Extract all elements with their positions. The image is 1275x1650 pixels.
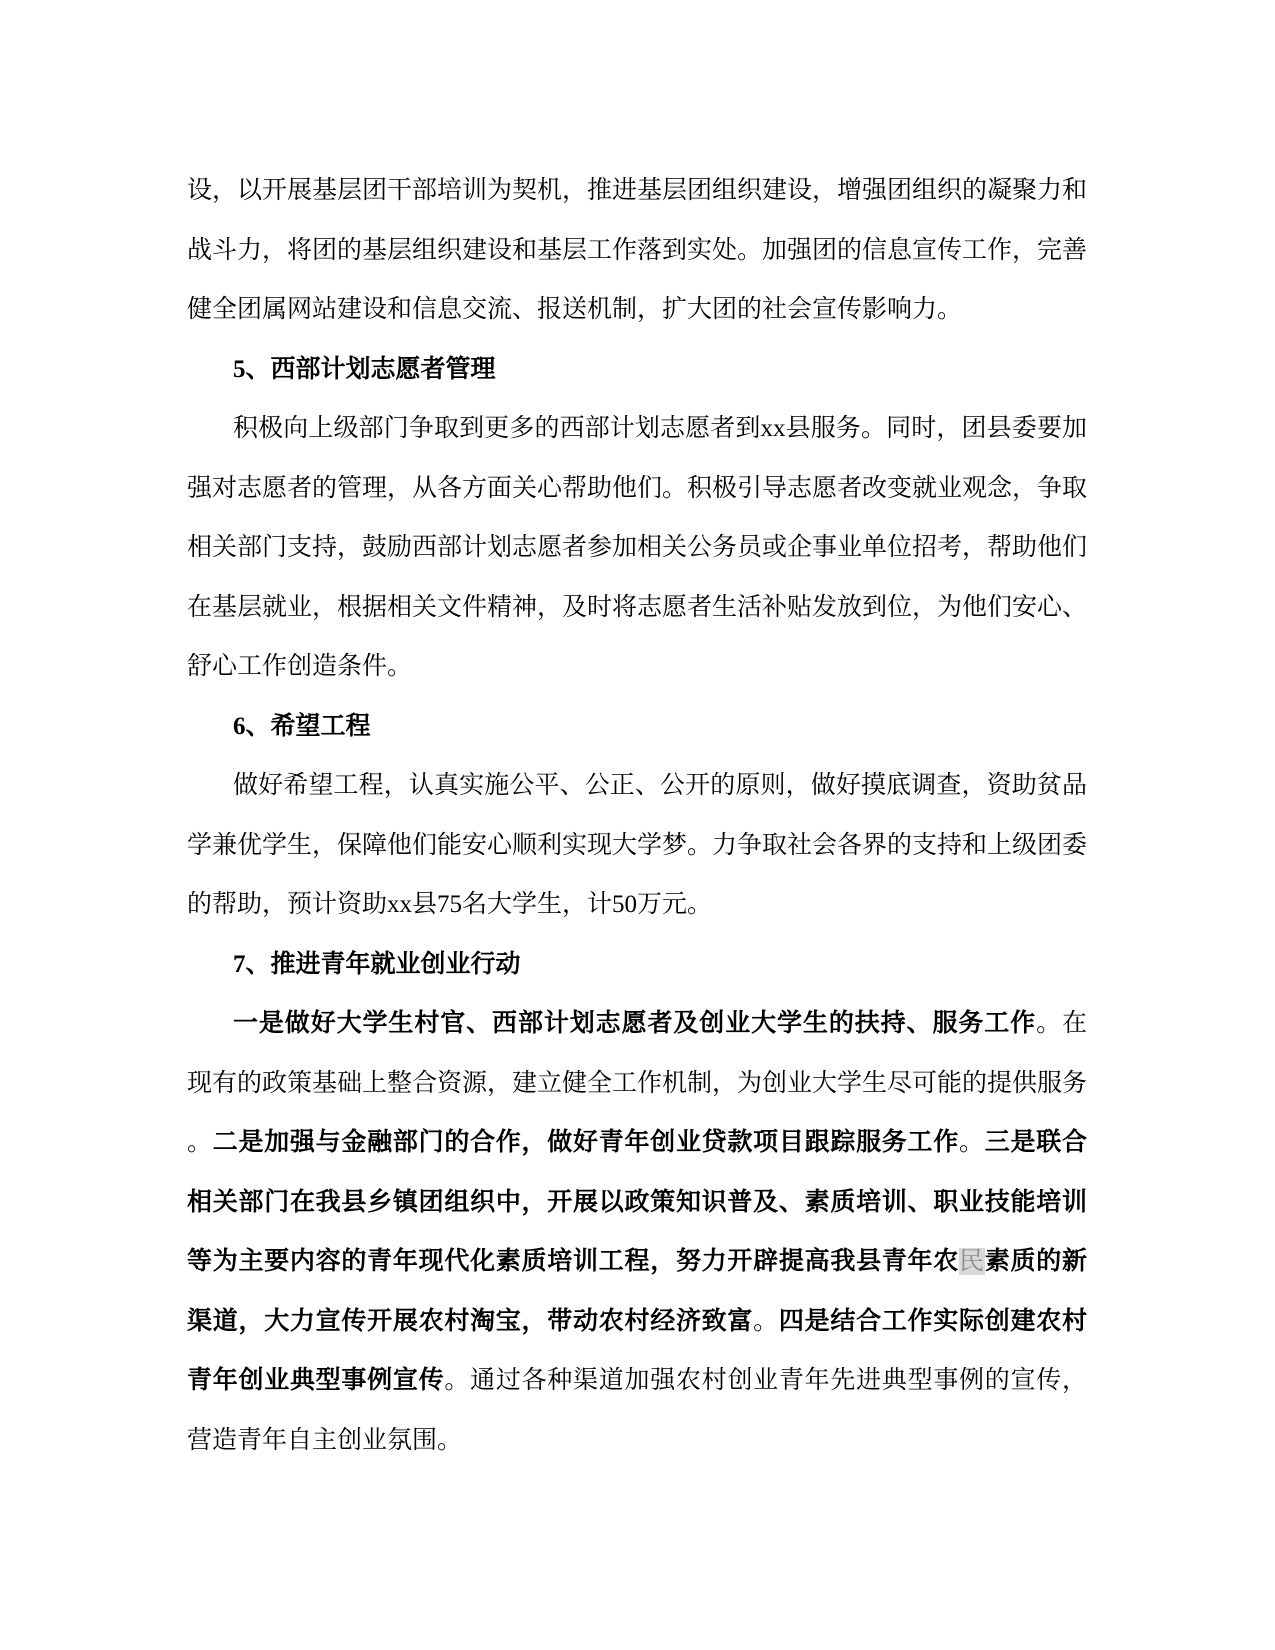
text-segment: 现有的政策基础上整合资源，建立健全工作机制，为创业大学生尽可能的提供服务 (187, 1069, 1088, 1097)
text-segment: 健全团属网站建设和信息交流、报送机制，扩大团的社会宣传影响力。 (187, 296, 963, 323)
section-heading (187, 935, 1087, 995)
text-line (187, 816, 1087, 876)
text-segment: 三是联合 (984, 1129, 1087, 1156)
text-segment: 战斗力，将团的基层组织建设和基层工作落到实处。加强团的信息宣传工作，完善 (187, 236, 1088, 264)
text-segment: 积极向上级部门争取到更多的西部计划志愿者到xx县服务。同时，团县委要加 (233, 415, 1087, 442)
text-segment: 6、希望工程 (233, 712, 371, 740)
text-segment: 在基层就业，根据相关文件精神，及时将志愿者生活补贴发放到位，为他们安心、 (187, 593, 1088, 621)
text-segment: 。 (187, 1129, 213, 1156)
text-line (187, 1292, 1087, 1352)
text-segment: 青年创业典型事例宣传 (187, 1367, 445, 1394)
text-line (187, 1232, 1087, 1292)
text-segment: 。 (959, 1129, 985, 1156)
text-line (187, 1113, 1087, 1173)
gray-highlight-char: 民 (959, 1248, 985, 1275)
text-line (187, 399, 1087, 459)
text-line (187, 280, 1087, 340)
text-segment: 二是加强与金融部门的合作，做好青年创业贷款项目跟踪服务工作 (212, 1129, 960, 1156)
text-segment: 相关部门在我县乡镇团组织中，开展以政策知识普及、素质培训、职业技能培训 (187, 1188, 1087, 1216)
text-line (187, 459, 1087, 519)
text-line (187, 875, 1087, 935)
text-line (187, 1351, 1087, 1411)
text-segment: 做好希望工程，认真实施公平、公正、公开的原则，做好摸底调查，资助贫品 (233, 772, 1087, 799)
text-segment: 渠道，大力宣传开展农村淘宝，带动农村经济致富 (187, 1307, 754, 1335)
text-segment: 。通过各种渠道加强农村创业青年先进典型事例的宣传， (444, 1367, 1087, 1394)
text-line (187, 221, 1087, 281)
text-line (187, 756, 1087, 816)
text-segment: 强对志愿者的管理，从各方面关心帮助他们。积极引导志愿者改变就业观念，争取 (187, 474, 1088, 502)
text-line (187, 994, 1087, 1054)
text-line (187, 1173, 1087, 1233)
text-segment: 四是结合工作实际创建农村 (778, 1307, 1087, 1335)
text-segment: 。在 (1036, 1010, 1087, 1037)
text-segment: 素质的新 (984, 1248, 1087, 1275)
text-segment: 设，以开展基层团干部培训为契机，推进基层团组织建设，增强团组织的凝聚力和 (187, 177, 1088, 204)
text-segment: 。 (753, 1307, 779, 1335)
text-segment: 学兼优学生，保障他们能安心顺利实现大学梦。力争取社会各界的支持和上级团委 (187, 831, 1088, 859)
section-heading (187, 697, 1087, 757)
text-segment: 营造青年自主创业氛围。 (187, 1426, 463, 1454)
text-segment: 7、推进青年就业创业行动 (233, 950, 521, 978)
text-segment: 一是做好大学生村官、西部计划志愿者及创业大学生的扶持、服务工作 (233, 1010, 1037, 1037)
text-line (187, 578, 1087, 638)
text-line (187, 161, 1087, 221)
text-segment: 舒心工作创造条件。 (187, 653, 413, 680)
text-line (187, 518, 1087, 578)
text-segment: 5、西部计划志愿者管理 (233, 355, 496, 383)
document-body (187, 161, 1087, 1470)
text-segment: 相关部门支持，鼓励西部计划志愿者参加相关公务员或企事业单位招考，帮助他们 (187, 534, 1088, 561)
text-line (187, 1411, 1087, 1471)
section-heading (187, 340, 1087, 400)
text-line (187, 637, 1087, 697)
text-segment: 等为主要内容的青年现代化素质培训工程，努力开辟提高我县青年农 (187, 1248, 960, 1275)
text-segment: 的帮助，预计资助xx县75名大学生，计50万元。 (187, 891, 713, 918)
text-line (187, 1054, 1087, 1114)
